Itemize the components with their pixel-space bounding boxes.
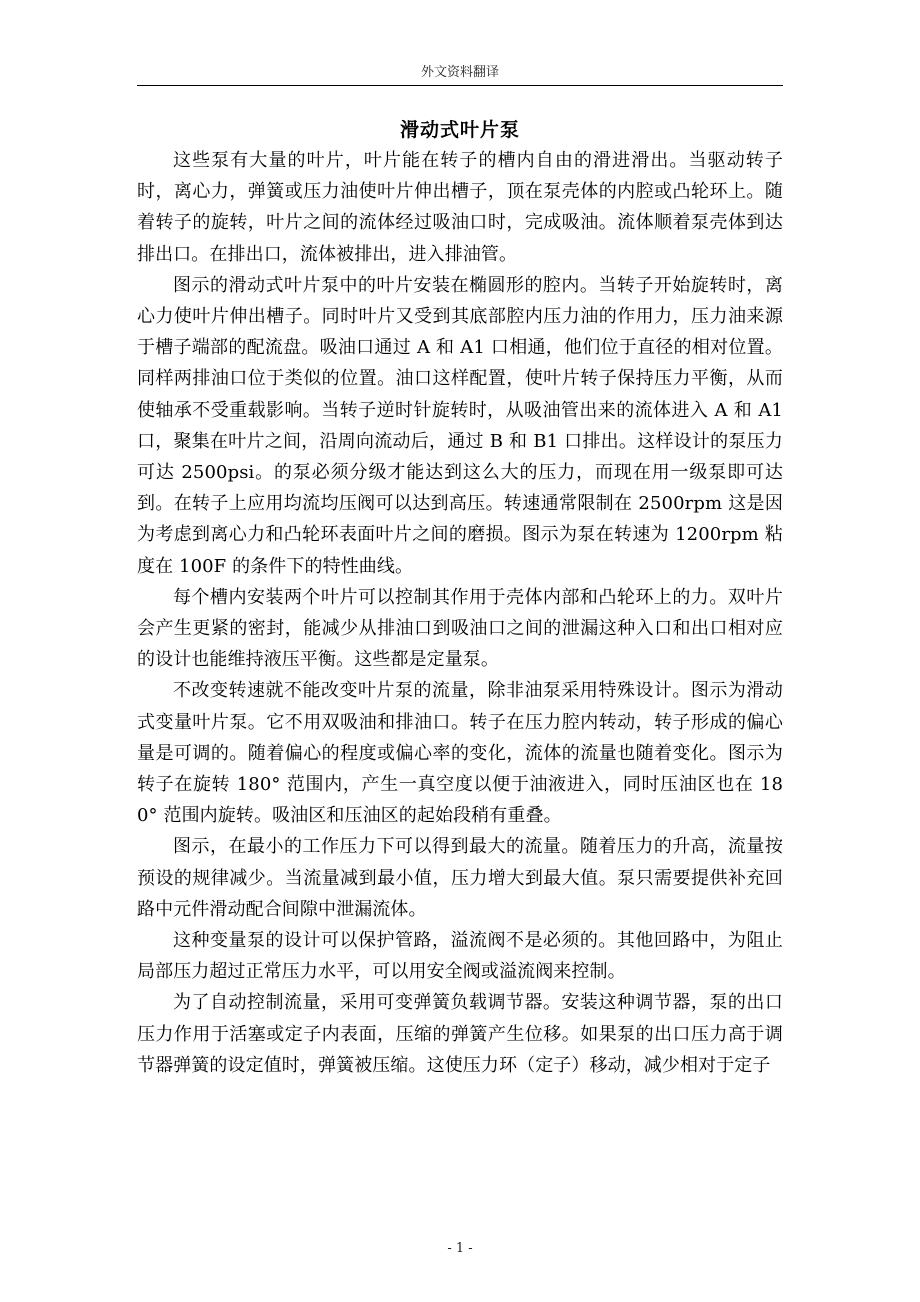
document-body: [137, 145, 783, 1081]
paragraph-7: 为了自动控制流量，采用可变弹簧负载调节器。安装这种调节器，泵的出口压力作用于活塞或定子内表面，压缩的弹簧产生位移。如果泵的出口压力高于调节器弹簧的设定值时，弹簧被压缩。这使压力环（定子）移动，减少相对于定子: [137, 992, 783, 1076]
paragraph-3: 每个槽内安装两个叶片可以控制其作用于壳体内部和凸轮环上的力。双叶片会产生更紧的密封，能减少从排油口到吸油口之间的泄漏这种入口和出口相对应的设计也能维持液压平衡。这些都是定量泵。: [137, 586, 783, 671]
header-divider: [137, 85, 783, 86]
paragraph-2: 图示的滑动式叶片泵中的叶片安装在椭圆形的腔内。当转子开始旋转时，离心力使叶片伸出槽子。同时叶片又受到其底部腔内压力油的作用力，压力油来源于槽子端部的配流盘。吸油口通过 A 和 A1 口相通，他们位于直径的相对位置。同样两排油口位于类似的位置。油口这样配置，使叶片转子保持压力平衡，从而使轴承不受重载影响。当转子逆时针旋转时，从吸油管出来的流体进入 A 和 A1 口，聚集在叶片之间，沿周向流动后，通过 B 和 B1 口排出。这样设计的泵压力可达 2500psi。的泵必须分级才能达到这么大的压力，而现在用一级泵即可达到。在转子上应用均流均压阀可以达到高压。转速通常限制在 2500rpm 这是因为考虑到离心力和凸轮环表面叶片之间的磨损。图示为泵在转速为 1200rpm 粘度在 100F 的条件下的特性曲线。: [137, 274, 783, 577]
page-header: 外文资料翻译: [420, 65, 499, 80]
page-number: - 1 -: [447, 1241, 473, 1256]
paragraph-5: 图示，在最小的工作压力下可以得到最大的流量。随着压力的升高，流量按预设的规律减少。当流量减到最小值，压力增大到最大值。泵只需要提供补充回路中元件滑动配合间隙中泄漏流体。: [137, 836, 783, 920]
document-title: 滑动式叶片泵: [399, 119, 520, 141]
paragraph-4: 不改变转速就不能改变叶片泵的流量，除非油泵采用特殊设计。图示为滑动式变量叶片泵。它不用双吸油和排油口。转子在压力腔内转动，转子形成的偏心量是可调的。随着偏心的程度或偏心率的变化，流体的流量也随着变化。图示为转子在旋转 180° 范围内，产生一真空度以便于油液进入，同时压油区也在 180° 范围内旋转。吸油区和压油区的起始段稍有重叠。: [137, 680, 783, 827]
paragraph-6: 这种变量泵的设计可以保护管路，溢流阀不是必须的。其他回路中，为阻止局部压力超过正常压力水平，可以用安全阀或溢流阀来控制。: [137, 930, 783, 983]
paragraph-1: 这些泵有大量的叶片，叶片能在转子的槽内自由的滑进滑出。当驱动转子时，离心力，弹簧或压力油使叶片伸出槽子，顶在泵壳体的内腔或凸轮环上。随着转子的旋转，叶片之间的流体经过吸油口时，完成吸油。流体顺着泵壳体到达排出口。在排出口，流体被排出，进入排油管。: [137, 150, 783, 265]
